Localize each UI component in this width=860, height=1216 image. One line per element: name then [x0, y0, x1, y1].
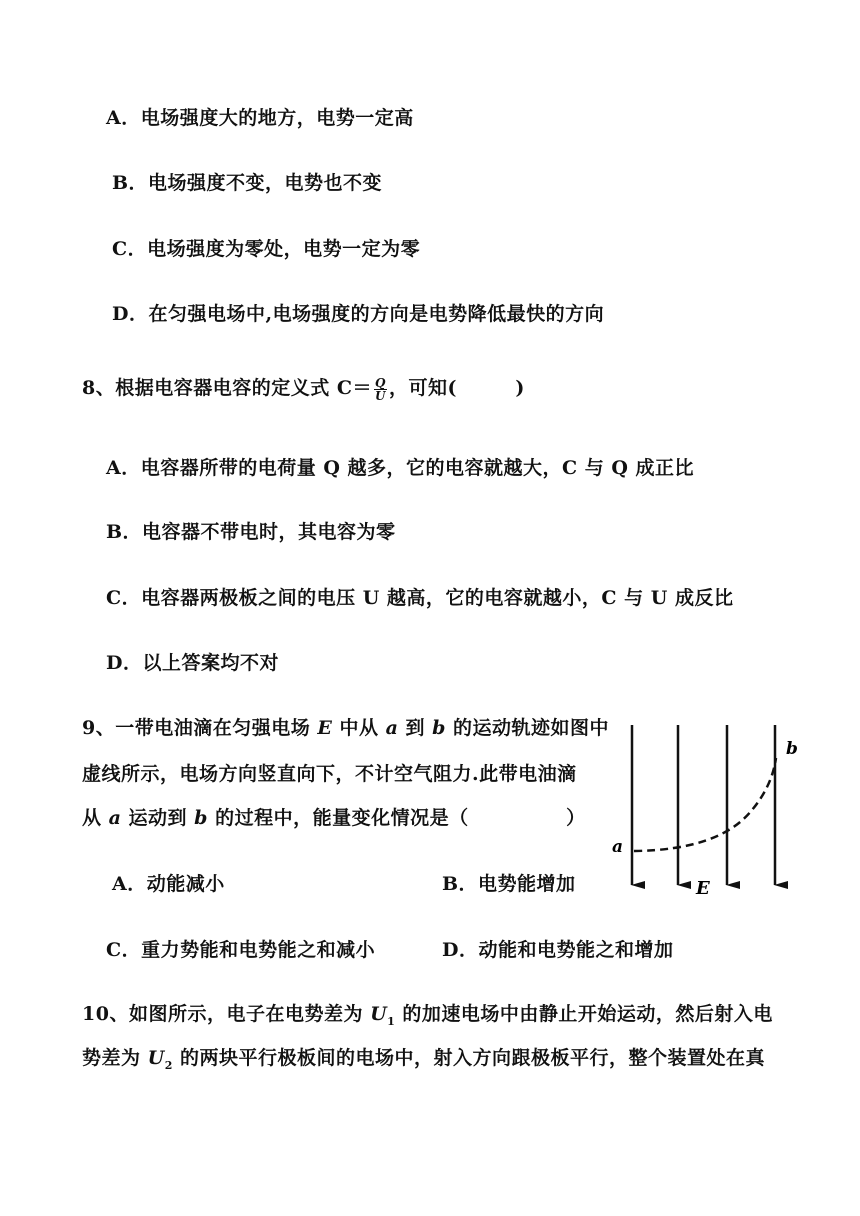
q7-option-c: C．电场强度为零处，电势一定为零 — [112, 238, 421, 260]
label-a: a — [612, 837, 624, 857]
q9-option-a: A．动能减小 — [112, 873, 225, 895]
q8-option-d: D．以上答案均不对 — [106, 652, 279, 674]
q9-option-d: D．动能和电势能之和增加 — [442, 939, 674, 961]
q10-text: 10、如图所示，电子在电势差为 — [82, 1003, 371, 1025]
q10-var-U1: U — [370, 1003, 388, 1025]
q10-sub-2: 2 — [164, 1058, 173, 1072]
q9-text: 从 — [82, 807, 109, 829]
q9-text: 9、一带电油滴在匀强电场 — [82, 717, 318, 739]
q10-var-U2: U — [147, 1047, 165, 1069]
q8-frac-numerator: Q — [374, 375, 386, 390]
q10-text: 势差为 — [82, 1047, 148, 1069]
q9-option-c: C．重力势能和电势能之和减小 — [106, 939, 376, 961]
q9-text: 的运动轨迹如图中 — [445, 717, 610, 739]
q10-stem-line2 — [82, 1046, 765, 1078]
q9-var-E: E — [317, 717, 333, 739]
q8-stem — [82, 376, 525, 402]
q8-frac-denominator: U — [374, 388, 386, 403]
q9-var-a: a — [385, 717, 399, 739]
q9-var-a: a — [108, 807, 122, 829]
q8-formula-fraction — [374, 377, 387, 402]
q9-option-b: B．电势能增加 — [442, 873, 576, 895]
q9-text: 运动到 — [121, 807, 195, 829]
q9-text: 中从 — [332, 717, 386, 739]
q9-var-b: b — [194, 807, 208, 829]
q10-stem-line1 — [82, 1002, 773, 1034]
label-E: E — [696, 878, 710, 899]
q9-text: 的过程中，能量变化情况是（ ） — [207, 807, 586, 829]
q9-stem-line3 — [82, 806, 586, 830]
q8-stem-suffix: ，可知( ) — [388, 377, 525, 399]
q7-option-a: A．电场强度大的地方，电势一定高 — [106, 107, 414, 129]
q9-electric-field-figure — [600, 720, 820, 900]
q10-sub-1: 1 — [387, 1014, 396, 1028]
q8-option-c: C．电容器两极板之间的电压 U 越高，它的电容就越小，C 与 U 成反比 — [106, 587, 734, 609]
q8-option-b: B．电容器不带电时，其电容为零 — [106, 521, 396, 543]
q9-var-b: b — [432, 717, 446, 739]
q7-option-b: B．电场强度不变，电势也不变 — [112, 172, 383, 194]
trajectory-dashed-curve — [634, 758, 776, 851]
q7-option-d: D．在匀强电场中,电场强度的方向是电势降低最快的方向 — [112, 303, 605, 325]
q9-stem-line2: 虚线所示，电场方向竖直向下，不计空气阻力.此带电油滴 — [82, 763, 577, 785]
q10-text: 的两块平行极板间的电场中，射入方向跟极板平行，整个装置处在真 — [172, 1047, 765, 1069]
q9-stem-line1 — [82, 716, 609, 740]
q8-option-a: A．电容器所带的电荷量 Q 越多，它的电容就越大，C 与 Q 成正比 — [106, 457, 695, 479]
q8-stem-prefix: 8、根据电容器电容的定义式 C＝ — [82, 377, 372, 399]
q10-text: 的加速电场中由静止开始运动，然后射入电 — [395, 1003, 773, 1025]
q9-text: 到 — [398, 717, 433, 739]
label-b: b — [786, 739, 798, 759]
